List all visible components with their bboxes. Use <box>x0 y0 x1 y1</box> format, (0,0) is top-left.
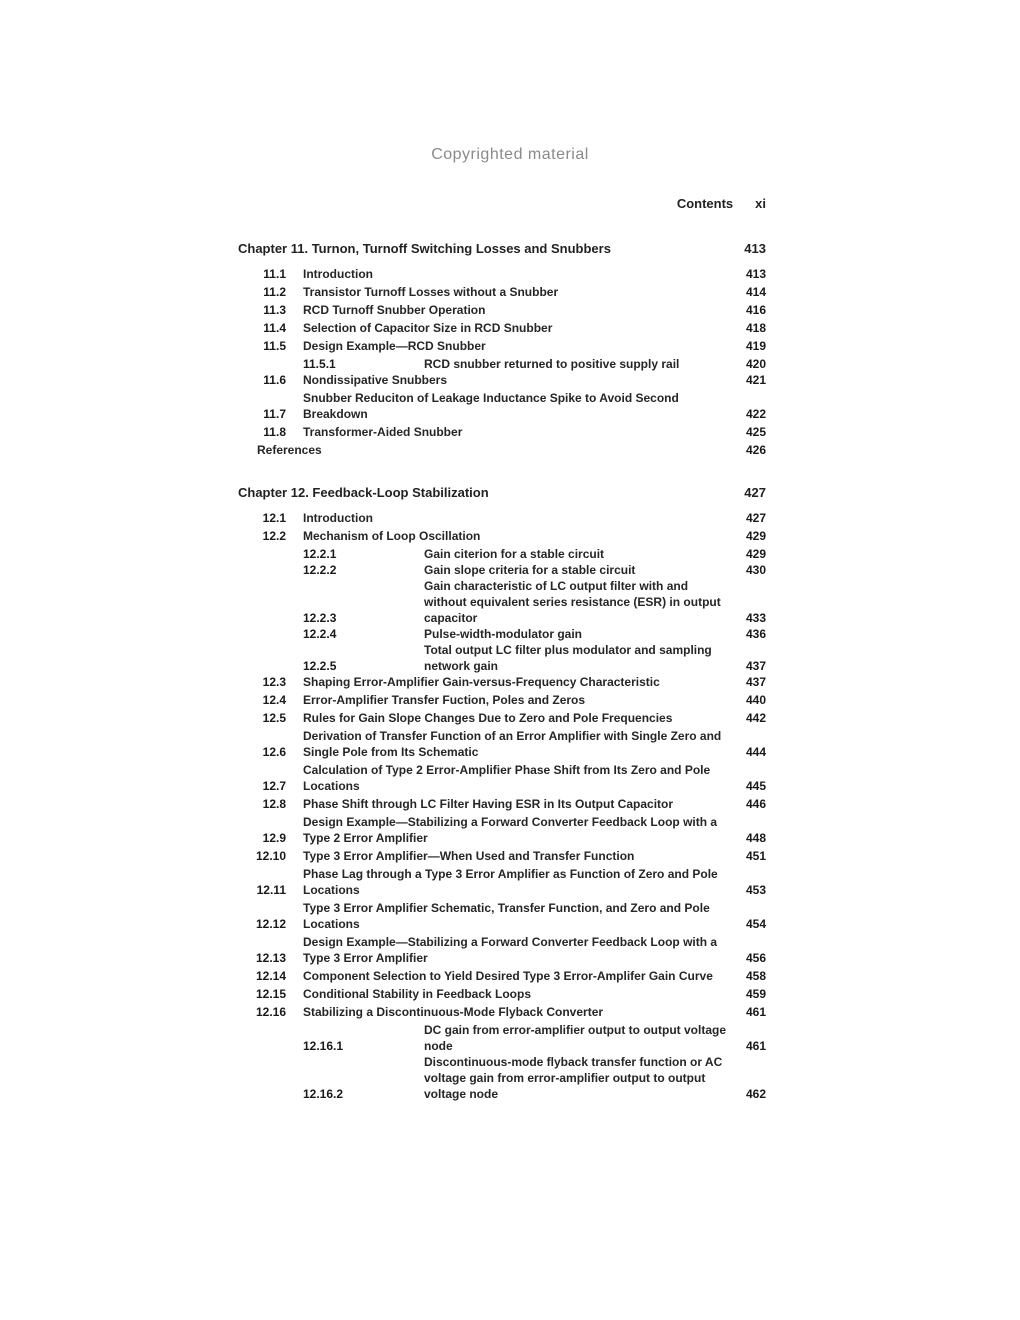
section-page: 436 <box>745 627 766 641</box>
section-page: 427 <box>745 511 766 525</box>
toc-subsection-entry[interactable] <box>238 1054 766 1102</box>
section-number: 11.6 <box>263 373 286 387</box>
section-page: 454 <box>745 917 766 931</box>
toc-section-entry[interactable] <box>238 266 766 282</box>
section-title: Selection of Capacitor Size in RCD Snubber <box>303 321 553 335</box>
section-number: 12.16.2 <box>303 1087 344 1101</box>
section-page: 420 <box>745 357 766 371</box>
toc-subsection-entry[interactable] <box>238 626 766 642</box>
section-title: RCD Turnoff Snubber Operation <box>303 303 486 317</box>
section-number: 12.2.1 <box>303 547 337 561</box>
section-number: 11.5.1 <box>303 357 336 371</box>
section-title: Phase Lag through a Type 3 Error Amplifier as Function of Zero and Pole Locations <box>303 867 718 897</box>
section-title: Pulse-width-modulator gain <box>424 627 582 641</box>
toc-section-entry[interactable] <box>238 762 766 794</box>
chapter-section <box>238 484 766 1102</box>
section-title: RCD snubber returned to positive supply rail <box>424 357 680 371</box>
section-title: Gain slope criteria for a stable circuit <box>424 563 636 577</box>
section-number: 11.1 <box>263 267 286 281</box>
section-number: 12.2.4 <box>303 627 337 641</box>
section-title: Phase Shift through LC Filter Having ESR in Its Output Capacitor <box>303 797 674 811</box>
section-number: 12.2.3 <box>303 611 337 625</box>
chapter-heading[interactable] <box>238 240 766 258</box>
references-page: 426 <box>745 443 766 457</box>
section-number: 12.16.1 <box>303 1039 344 1053</box>
references-label: References <box>257 443 322 457</box>
toc-section-entry[interactable] <box>238 968 766 984</box>
section-page: 461 <box>745 1005 766 1019</box>
section-number: 12.11 <box>256 883 286 897</box>
running-head-label: Contents <box>676 196 734 211</box>
section-title: Design Example—Stabilizing a Forward Converter Feedback Loop with a Type 3 Error Amplifier <box>303 935 718 965</box>
section-number: 12.14 <box>255 969 286 983</box>
section-title: Introduction <box>303 511 373 525</box>
toc-section-entry[interactable] <box>238 728 766 760</box>
section-number: 11.2 <box>263 285 286 299</box>
toc-section-entry[interactable] <box>238 320 766 336</box>
toc-section-entry[interactable] <box>238 934 766 966</box>
section-title: Derivation of Transfer Function of an Error Amplifier with Single Zero and Single Pole from Its Schematic <box>303 729 722 759</box>
section-number: 12.4 <box>262 693 286 707</box>
section-title: Transistor Turnoff Losses without a Snubber <box>303 285 559 299</box>
section-page: 437 <box>745 675 766 689</box>
section-title: Shaping Error-Amplifier Gain-versus-Frequency Characteristic <box>303 675 660 689</box>
toc-section-entry[interactable] <box>238 986 766 1002</box>
section-title: Stabilizing a Discontinuous-Mode Flyback Converter <box>303 1005 604 1019</box>
section-title: Conditional Stability in Feedback Loops <box>303 987 532 1001</box>
toc-subsection-entry[interactable] <box>238 546 766 562</box>
section-number: 12.9 <box>262 831 286 845</box>
toc-section-entry[interactable] <box>238 848 766 864</box>
section-title: Type 3 Error Amplifier Schematic, Transfer Function, and Zero and Pole Locations <box>303 901 710 931</box>
section-title: Introduction <box>303 267 373 281</box>
section-title: Rules for Gain Slope Changes Due to Zero and Pole Frequencies <box>303 711 673 725</box>
section-page: 416 <box>745 303 766 317</box>
toc-section-entry[interactable] <box>238 390 766 422</box>
table-of-contents <box>238 240 766 1128</box>
section-number: 12.7 <box>262 779 286 793</box>
section-title: Gain characteristic of LC output filter with and without equivalent series resistance (ESR) in output capacitor <box>424 579 721 625</box>
section-title: Type 3 Error Amplifier—When Used and Transfer Function <box>303 849 635 863</box>
toc-subsection-entry[interactable] <box>238 562 766 578</box>
section-number: 12.3 <box>262 675 286 689</box>
toc-section-entry[interactable] <box>238 424 766 440</box>
toc-subsection-entry[interactable] <box>238 1022 766 1054</box>
section-page: 419 <box>745 339 766 353</box>
section-page: 459 <box>745 987 766 1001</box>
section-page: 458 <box>745 969 766 983</box>
toc-section-entry[interactable] <box>238 900 766 932</box>
toc-section-entry[interactable] <box>238 284 766 300</box>
section-page: 413 <box>745 267 766 281</box>
section-title: Calculation of Type 2 Error-Amplifier Phase Shift from Its Zero and Pole Locations <box>303 763 711 793</box>
section-number: 11.5 <box>263 339 286 353</box>
chapter-heading[interactable] <box>238 484 766 502</box>
section-number: 11.4 <box>263 321 286 335</box>
section-title: Error-Amplifier Transfer Fuction, Poles and Zeros <box>303 693 586 707</box>
section-page: 462 <box>745 1087 766 1101</box>
section-title: Design Example—RCD Snubber <box>303 339 486 353</box>
section-page: 429 <box>745 529 766 543</box>
toc-subsection-entry[interactable] <box>238 642 766 674</box>
section-number: 12.2.5 <box>303 659 337 673</box>
section-page: 437 <box>745 659 766 673</box>
section-number: 11.7 <box>263 407 286 421</box>
section-page: 456 <box>745 951 766 965</box>
section-number: 12.2.2 <box>303 563 337 577</box>
section-page: 418 <box>745 321 766 335</box>
section-title: DC gain from error-amplifier output to output voltage node <box>424 1023 726 1053</box>
section-page: 430 <box>745 563 766 577</box>
chapter-title: Chapter 12. Feedback-Loop Stabilization <box>238 485 489 500</box>
section-page: 453 <box>745 883 766 897</box>
section-page: 448 <box>745 831 766 845</box>
section-number: 12.1 <box>262 511 286 525</box>
section-page: 421 <box>745 373 766 387</box>
toc-section-entry[interactable] <box>238 674 766 690</box>
toc-subsection-entry[interactable] <box>238 356 766 372</box>
section-number: 12.8 <box>262 797 286 811</box>
section-title: Mechanism of Loop Oscillation <box>303 529 481 543</box>
section-number: 12.16 <box>255 1005 286 1019</box>
section-number: 12.10 <box>255 849 286 863</box>
toc-section-entry[interactable] <box>238 814 766 846</box>
section-number: 12.6 <box>262 745 286 759</box>
section-number: 12.12 <box>255 917 286 931</box>
section-title: Component Selection to Yield Desired Type 3 Error-Amplifer Gain Curve <box>303 969 713 983</box>
section-page: 444 <box>745 745 766 759</box>
toc-section-entry[interactable] <box>238 338 766 354</box>
section-page: 446 <box>745 797 766 811</box>
section-page: 433 <box>745 611 766 625</box>
section-page: 429 <box>745 547 766 561</box>
section-page: 451 <box>745 849 766 863</box>
section-page: 461 <box>745 1039 766 1053</box>
toc-section-entry[interactable] <box>238 796 766 812</box>
toc-section-entry[interactable] <box>238 510 766 526</box>
toc-section-entry[interactable] <box>238 528 766 544</box>
section-title: Gain citerion for a stable circuit <box>424 547 605 561</box>
chapter-section <box>238 240 766 458</box>
section-page: 445 <box>745 779 766 793</box>
toc-section-entry[interactable] <box>238 302 766 318</box>
toc-section-entry[interactable] <box>238 866 766 898</box>
section-title: Nondissipative Snubbers <box>303 373 448 387</box>
section-page: 442 <box>745 711 766 725</box>
running-head-page: xi <box>755 196 766 211</box>
section-title: Discontinuous-mode flyback transfer function or AC voltage gain from error-amplifier output to output voltage node <box>424 1055 723 1101</box>
section-page: 422 <box>745 407 766 421</box>
section-title: Design Example—Stabilizing a Forward Converter Feedback Loop with a Type 2 Error Amplifier <box>303 815 718 845</box>
toc-section-entry[interactable] <box>238 372 766 388</box>
running-head <box>600 196 766 211</box>
section-number: 12.5 <box>262 711 286 725</box>
section-title: Snubber Reduciton of Leakage Inductance Spike to Avoid Second Breakdown <box>303 391 679 421</box>
section-page: 425 <box>745 425 766 439</box>
section-page: 440 <box>745 693 766 707</box>
toc-references-entry[interactable] <box>238 442 766 458</box>
copyright-watermark: Copyrighted material <box>431 146 589 163</box>
section-number: 11.8 <box>263 425 286 439</box>
toc-section-entry[interactable] <box>238 1004 766 1020</box>
section-number: 12.2 <box>262 529 286 543</box>
section-page: 414 <box>745 285 766 299</box>
toc-section-entry[interactable] <box>238 710 766 726</box>
section-number: 11.3 <box>263 303 286 317</box>
chapter-page: 427 <box>744 485 766 500</box>
section-number: 12.15 <box>255 987 286 1001</box>
section-title: Total output LC filter plus modulator and sampling network gain <box>424 643 712 673</box>
section-number: 12.13 <box>255 951 286 965</box>
toc-section-entry[interactable] <box>238 692 766 708</box>
toc-subsection-entry[interactable] <box>238 578 766 626</box>
section-title: Transformer-Aided Snubber <box>303 425 463 439</box>
chapter-page: 413 <box>744 241 766 256</box>
chapter-title: Chapter 11. Turnon, Turnoff Switching Losses and Snubbers <box>238 241 611 256</box>
